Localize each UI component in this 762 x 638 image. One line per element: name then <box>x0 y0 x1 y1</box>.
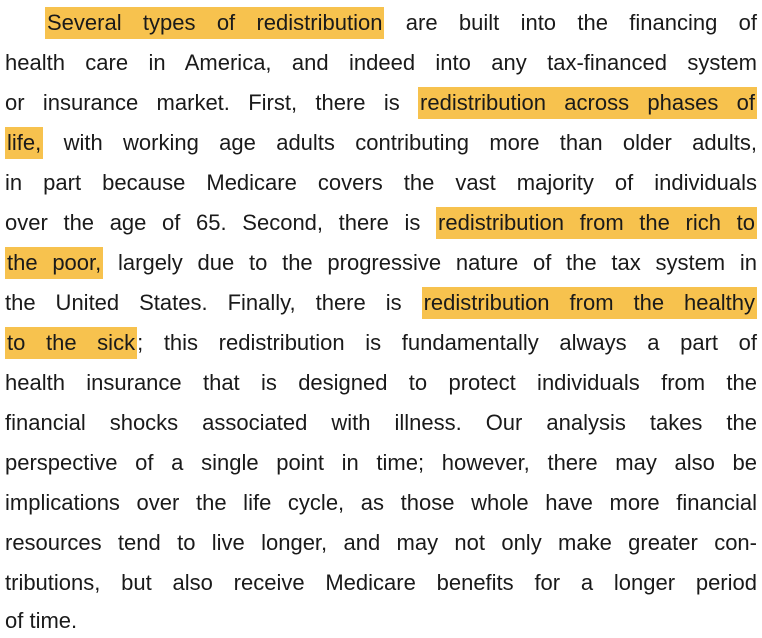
paragraph-line <box>5 127 757 159</box>
body-text: are built into the financing of <box>384 10 757 35</box>
highlighted-text: to the sick <box>5 327 137 359</box>
body-text: financial shocks associated with illness. Our analysis takes the <box>5 410 757 435</box>
paragraph-line <box>5 327 757 359</box>
body-text: the United States. Finally, there is <box>5 290 422 315</box>
body-text: or insurance market. First, there is <box>5 90 419 115</box>
body-text: tributions, but also receive Medicare benefits for a longer period <box>5 570 757 595</box>
body-text: ; this redistribution is fundamentally always a part of <box>137 330 757 355</box>
paragraph-line <box>5 605 757 637</box>
body-text: with working age adults contributing more than older adults, <box>43 130 757 155</box>
paragraph-line <box>5 167 757 199</box>
highlighted-text: Several types of redistribution <box>45 7 384 39</box>
paragraph-line <box>5 447 757 479</box>
paragraph-line <box>5 567 757 599</box>
paragraph-line <box>45 7 757 39</box>
paragraph-line <box>5 247 757 279</box>
highlighted-text: life, <box>5 127 43 159</box>
highlighted-text: the poor, <box>5 247 103 279</box>
body-text: resources tend to live longer, and may not only make greater con- <box>5 530 757 555</box>
paragraph-line <box>5 87 757 119</box>
body-text: health insurance that is designed to protect individuals from the <box>5 370 757 395</box>
body-text: implications over the life cycle, as those whole have more financial <box>5 490 757 515</box>
highlighted-text: redistribution from the healthy <box>422 287 757 319</box>
body-text: largely due to the progressive nature of the tax system in <box>103 250 757 275</box>
body-text: perspective of a single point in time; however, there may also be <box>5 450 757 475</box>
body-text: of time. <box>5 608 78 633</box>
paragraph-line <box>5 527 757 559</box>
body-text: over the age of 65. Second, there is <box>5 210 437 235</box>
paragraph-line <box>5 207 757 239</box>
highlighted-text: redistribution from the rich to <box>436 207 757 239</box>
body-text: in part because Medicare covers the vast majority of individuals <box>5 170 757 195</box>
body-text: health care in America, and indeed into any tax-financed system <box>5 50 757 75</box>
highlighted-text: redistribution across phases of <box>418 87 757 119</box>
paragraph-line <box>5 407 757 439</box>
paragraph-line <box>5 367 757 399</box>
paragraph-line <box>5 47 757 79</box>
paragraph-line <box>5 487 757 519</box>
paragraph-line <box>5 287 757 319</box>
